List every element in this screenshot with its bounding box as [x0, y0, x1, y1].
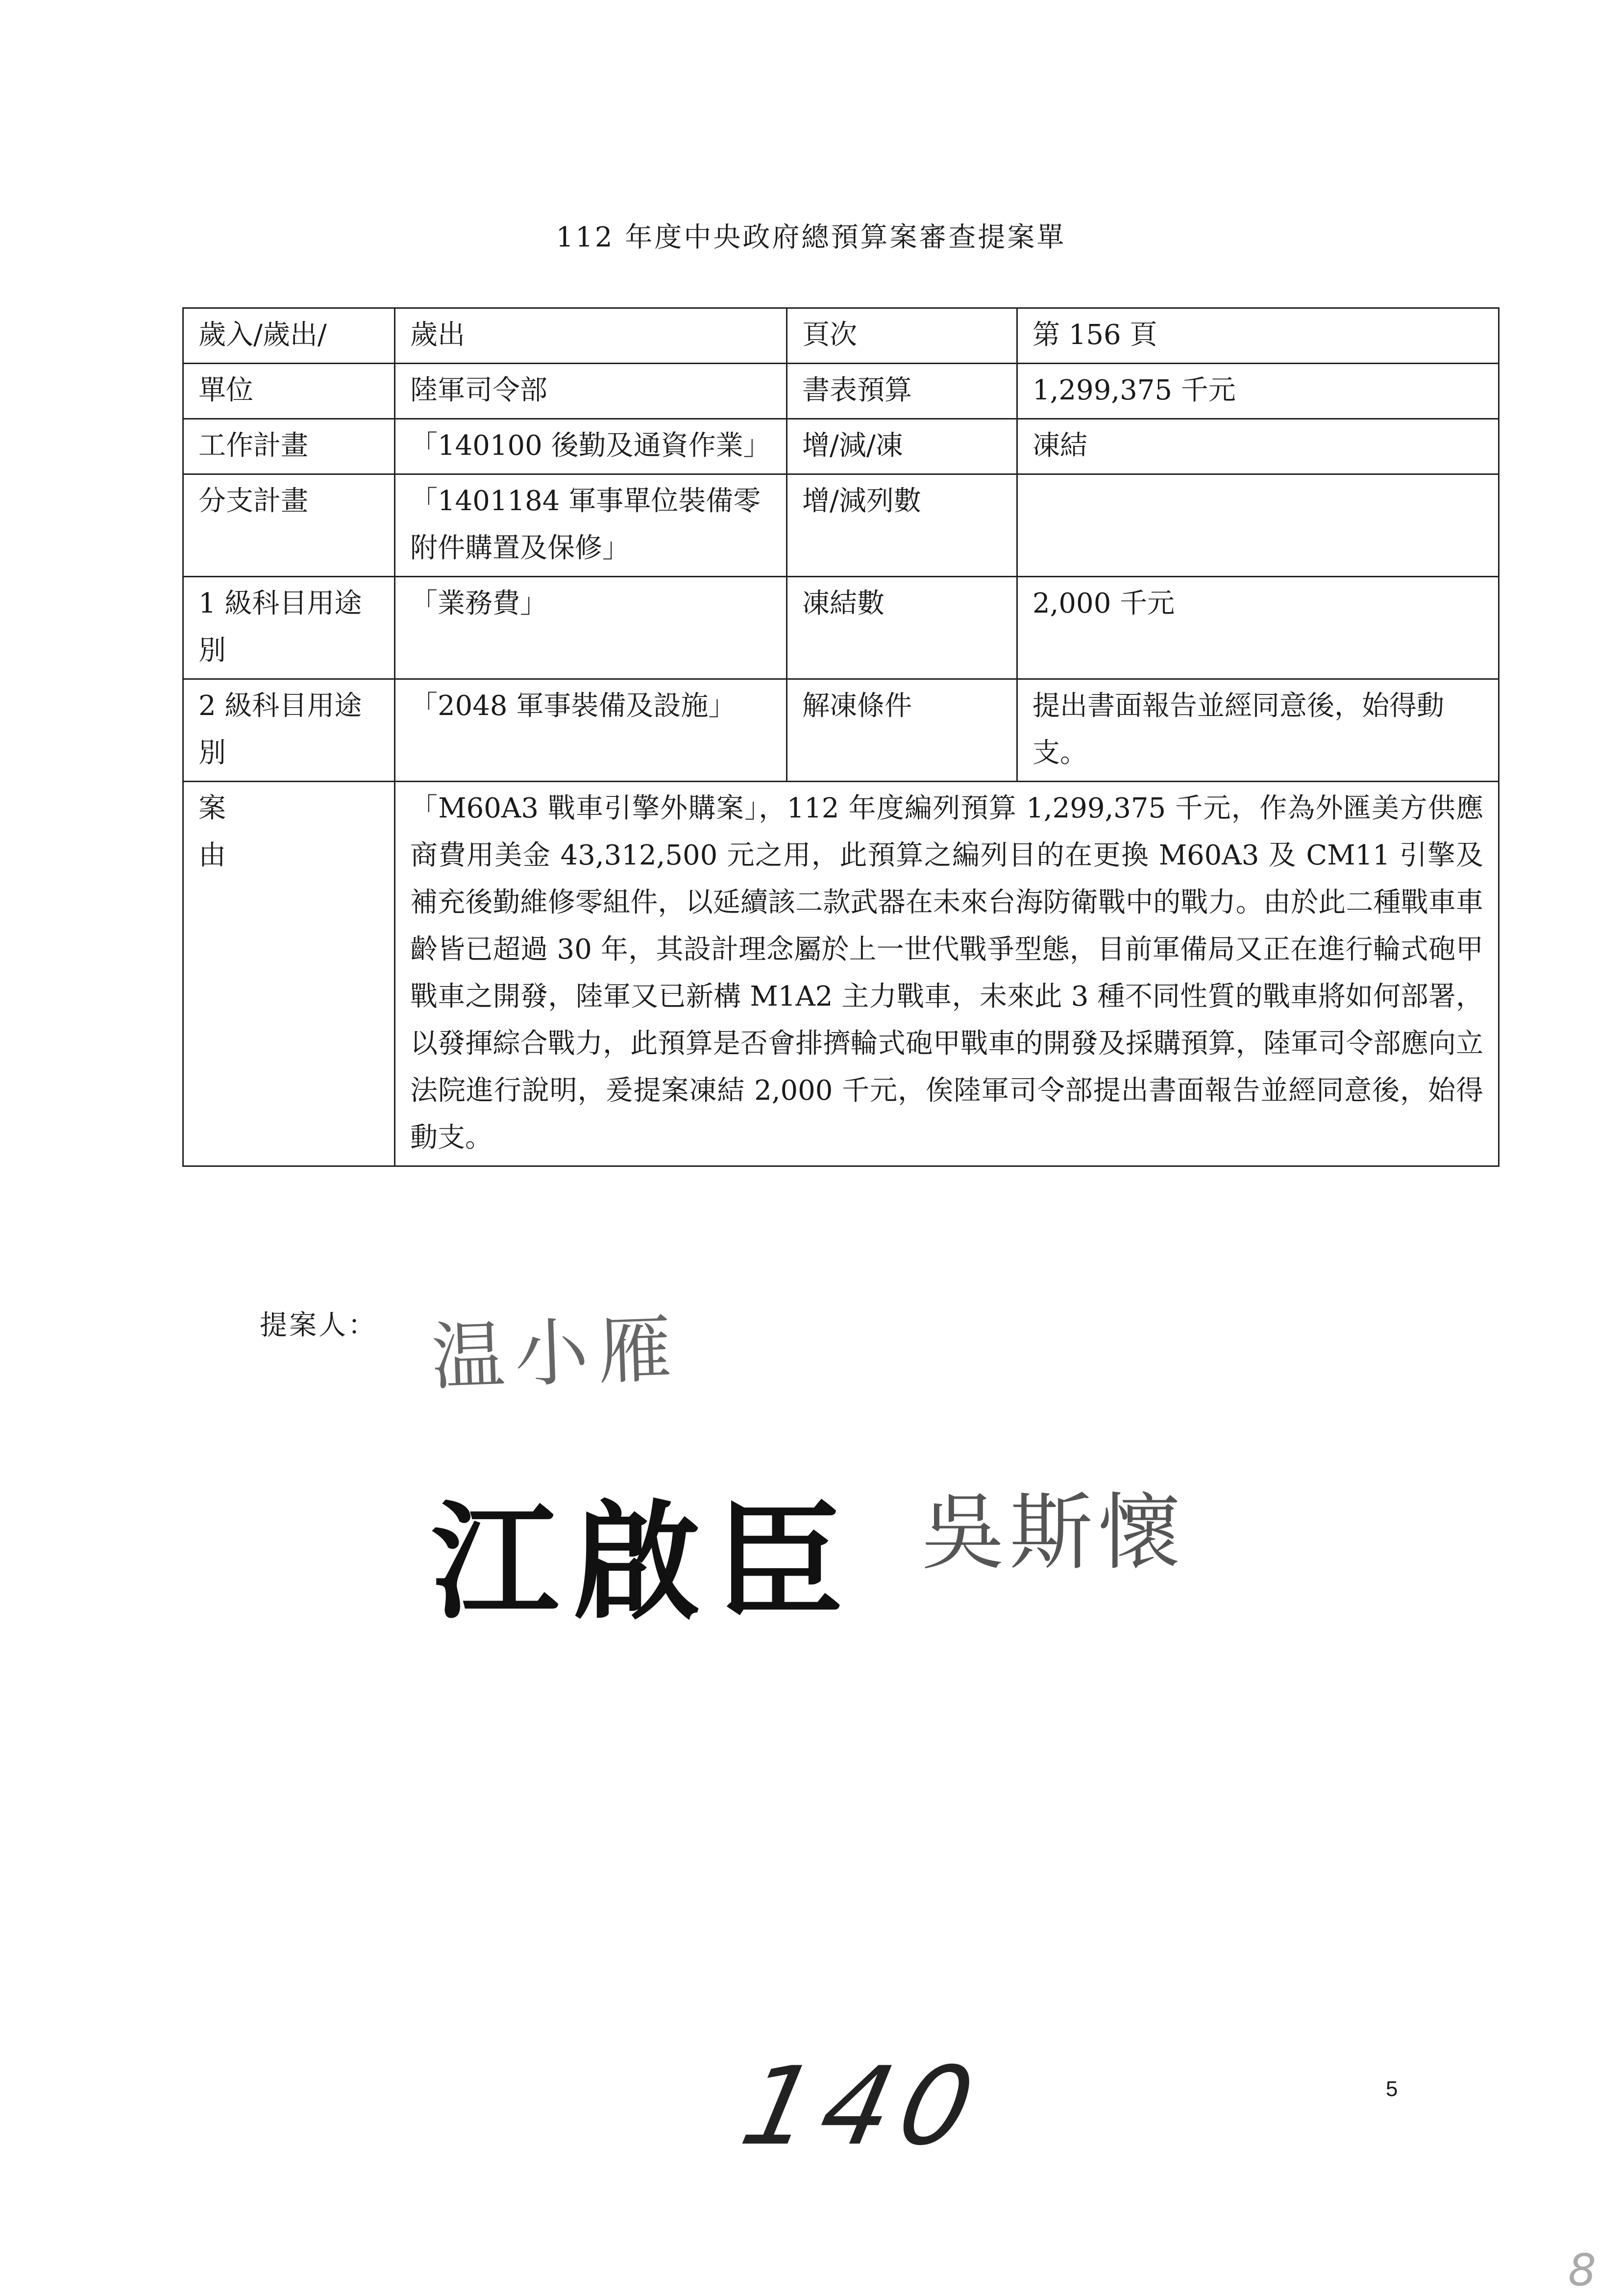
reason-text: 「M60A3 戰車引擎外購案」，112 年度編列預算 1,299,375 千元，作為外匯美方供應商費用美金 43,312,500 元之用，此預算之編列目的在更換 M60A3 及 CM11 引擎及補充後勤維修零組件，以延續該二款武器在未來台海防衛戰中的戰力。由於此二種戰車車齡皆已超過 30 年，其設計理念屬於上一世代戰爭型態，目前軍備局又正在進行輪式砲甲戰車之開發，陸軍又已新構 M1A2 主力戰車，未來此 3 種不同性質的戰車將如何部署，以發揮綜合戰力，此預算是否會排擠輪式砲甲戰車的開發及採購預算，陸軍司令部應向立法院進行說明，爰提案凍結 2,000 千元，俟陸軍司令部提出書面報告並經同意後，始得動支。	[395, 782, 1499, 1166]
table-row	[183, 308, 1499, 364]
row-value-action: 凍結	[1017, 419, 1499, 474]
table-row	[183, 782, 1499, 1166]
row-label-action: 增/減/凍	[787, 419, 1017, 474]
row-value-frozen-amount: 2,000 千元	[1017, 577, 1499, 679]
row-value-work-plan: 「140100 後勤及通資作業」	[395, 419, 787, 474]
row-value-change-amount	[1017, 474, 1499, 577]
row-value-level1-subject: 「業務費」	[395, 577, 787, 679]
row-label-change-amount: 增/減列數	[787, 474, 1017, 577]
row-label-unfreeze-condition: 解凍條件	[787, 679, 1017, 782]
row-value-branch-plan: 「1401184 軍事單位裝備零附件購置及保修」	[395, 474, 787, 577]
table-row	[183, 577, 1499, 679]
row-label-level2-subject: 2 級科目用途別	[183, 679, 395, 782]
row-label-work-plan: 工作計畫	[183, 419, 395, 474]
corner-mark: 8	[1568, 2245, 1597, 2296]
row-value-unit: 陸軍司令部	[395, 364, 787, 419]
reason-label: 案由	[183, 782, 395, 1166]
row-label-unit: 單位	[183, 364, 395, 419]
row-label-category: 歲入/歲出/	[183, 308, 395, 364]
table-row	[183, 364, 1499, 419]
signature-1: 温小雁	[430, 1307, 683, 1401]
signature-3: 吳斯懷	[921, 1484, 1186, 1581]
handwritten-page-number: 140	[731, 2044, 994, 2169]
proposer-label: 提案人：	[260, 1309, 377, 1341]
table-row	[183, 419, 1499, 474]
row-value-budget: 1,299,375 千元	[1017, 364, 1499, 419]
page-number: 5	[1386, 2077, 1398, 2101]
table-row	[183, 679, 1499, 782]
table-row	[183, 474, 1499, 577]
row-label-budget: 書表預算	[787, 364, 1017, 419]
row-value-page: 第 156 頁	[1017, 308, 1499, 364]
signature-2: 江啟臣	[431, 1489, 858, 1637]
document-title: 112 年度中央政府總預算案審查提案單	[556, 222, 1066, 253]
row-value-level2-subject: 「2048 軍事裝備及設施」	[395, 679, 787, 782]
row-label-page: 頁次	[787, 308, 1017, 364]
row-value-unfreeze-condition: 提出書面報告並經同意後，始得動支。	[1017, 679, 1499, 782]
row-label-branch-plan: 分支計畫	[183, 474, 395, 577]
row-label-level1-subject: 1 級科目用途別	[183, 577, 395, 679]
row-value-category: 歲出	[395, 308, 787, 364]
row-label-frozen-amount: 凍結數	[787, 577, 1017, 679]
proposal-form-table	[182, 307, 1499, 1167]
